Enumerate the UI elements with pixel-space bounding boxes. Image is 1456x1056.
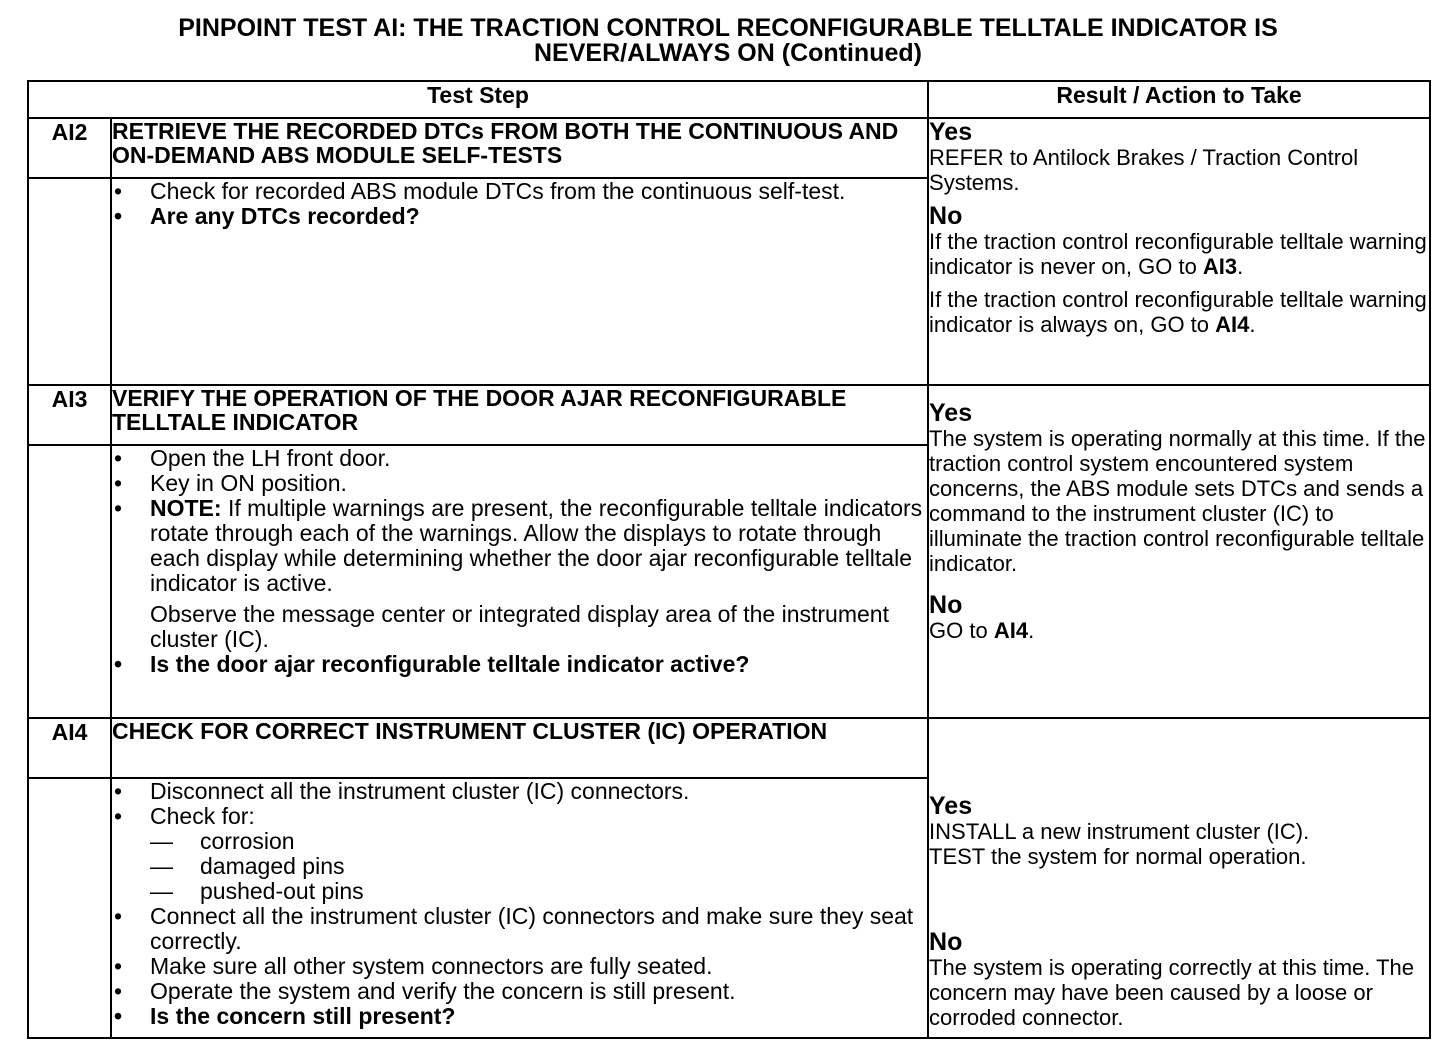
- result-ai4: [928, 718, 1430, 1038]
- step-ref-link: AI4: [993, 618, 1029, 643]
- result-ai3: [928, 385, 1430, 718]
- result-text-part: GO to: [929, 618, 994, 643]
- result-text: The system is operating normally at this time. If the traction control system encountered system concerns, the ABS module sets DTCs and sends a command to the instrument cluster (IC) to illuminate the traction control reconfigurable telltale indicator.: [929, 426, 1426, 576]
- step-body-ai3: [111, 445, 928, 718]
- step-id-ai4: AI4: [28, 718, 111, 778]
- step-bullet: [112, 804, 927, 904]
- id-spacer: [28, 778, 111, 1038]
- title-line-2: NEVER/ALWAYS ON (Continued): [534, 39, 922, 67]
- step-bullet: • Connect all the instrument cluster (IC) connectors and make sure they seat correctly.: [112, 904, 927, 954]
- note-text: If multiple warnings are present, the reconfigurable telltale indicators rotate through each of the warnings. Allow the displays to rotate through each display while determining whether the door ajar reconfigurable telltale indicator is active.: [150, 495, 923, 596]
- id-spacer: [28, 445, 111, 718]
- result-ai4-yes: [929, 793, 1429, 869]
- step-body-ai4: [111, 778, 928, 1038]
- result-ai2-yes: [929, 119, 1429, 195]
- step-id-ai2: AI2: [28, 118, 111, 178]
- step-ai2-title-row: [28, 118, 1430, 178]
- result-text-part: If the traction control reconfigurable telltale warning indicator is always on, GO to: [929, 287, 1427, 337]
- page-title: [0, 16, 1456, 66]
- result-ai3-yes: [929, 400, 1429, 576]
- step-question: • Is the door ajar reconfigurable telltale indicator active?: [112, 652, 927, 677]
- step-note: [112, 496, 927, 596]
- step-bullet: • Disconnect all the instrument cluster (IC) connectors.: [112, 779, 927, 804]
- step-ai4-title-row: [28, 718, 1430, 778]
- result-text: TEST the system for normal operation.: [929, 844, 1307, 869]
- result-ai2: [928, 118, 1430, 385]
- step-ref-link: AI3: [1202, 254, 1238, 279]
- no-label: No: [929, 928, 963, 956]
- result-text-part: If the traction control reconfigurable telltale warning indicator is never on, GO to: [929, 229, 1427, 279]
- step-question: • Is the concern still present?: [112, 1004, 927, 1029]
- no-label: No: [929, 591, 963, 619]
- result-text: If the traction control reconfigurable telltale warning indicator is never on, GO to AI3.: [929, 229, 1427, 279]
- sub-item: — pushed-out pins: [150, 879, 927, 904]
- yes-label: Yes: [929, 792, 973, 820]
- step-bullet: • Make sure all other system connectors are fully seated.: [112, 954, 927, 979]
- step-bullet: • Check for recorded ABS module DTCs from the continuous self-test.: [112, 179, 927, 204]
- step-name-ai3: VERIFY THE OPERATION OF THE DOOR AJAR RECONFIGURABLE TELLTALE INDICATOR: [111, 385, 928, 445]
- step-id-ai3: AI3: [28, 385, 111, 445]
- yes-label: Yes: [929, 399, 973, 427]
- step-bullet-text: Check for:: [150, 803, 255, 829]
- step-ai3-title-row: [28, 385, 1430, 445]
- step-bullet: • Key in ON position.: [112, 471, 927, 496]
- no-label: No: [929, 202, 963, 230]
- id-spacer: [28, 178, 111, 385]
- step-bullet: • Operate the system and verify the concern is still present.: [112, 979, 927, 1004]
- header-test-step: Test Step: [28, 81, 928, 118]
- result-ai3-no: [929, 592, 1429, 643]
- result-text: REFER to Antilock Brakes / Traction Control Systems.: [929, 145, 1359, 195]
- note-label: NOTE:: [150, 495, 222, 521]
- yes-label: Yes: [929, 118, 973, 146]
- step-body-ai2: [111, 178, 928, 385]
- sub-item: — corrosion: [150, 829, 927, 854]
- result-text: If the traction control reconfigurable telltale warning indicator is always on, GO to AI4.: [929, 287, 1427, 337]
- result-text: GO to AI4.: [929, 618, 1035, 643]
- sub-item: — damaged pins: [150, 854, 927, 879]
- pinpoint-test-table: [27, 80, 1431, 1039]
- step-bullet: • Open the LH front door.: [112, 446, 927, 471]
- step-name-ai2: RETRIEVE THE RECORDED DTCs FROM BOTH THE CONTINUOUS AND ON-DEMAND ABS MODULE SELF-TESTS: [111, 118, 928, 178]
- step-ref-link: AI4: [1215, 312, 1250, 337]
- result-ai2-no: [929, 203, 1429, 337]
- result-ai4-no: [929, 929, 1429, 1030]
- header-result: Result / Action to Take: [928, 81, 1430, 118]
- result-text: INSTALL a new instrument cluster (IC).: [929, 819, 1310, 844]
- step-name-ai4: CHECK FOR CORRECT INSTRUMENT CLUSTER (IC) OPERATION: [111, 718, 928, 778]
- title-line-1: PINPOINT TEST AI: THE TRACTION CONTROL RECONFIGURABLE TELLTALE INDICATOR IS: [178, 14, 1278, 42]
- step-paragraph: Observe the message center or integrated display area of the instrument cluster (IC).: [150, 601, 889, 652]
- result-text: The system is operating correctly at this time. The concern may have been caused by a loose or corroded connector.: [929, 955, 1415, 1030]
- step-question: • Are any DTCs recorded?: [112, 204, 927, 229]
